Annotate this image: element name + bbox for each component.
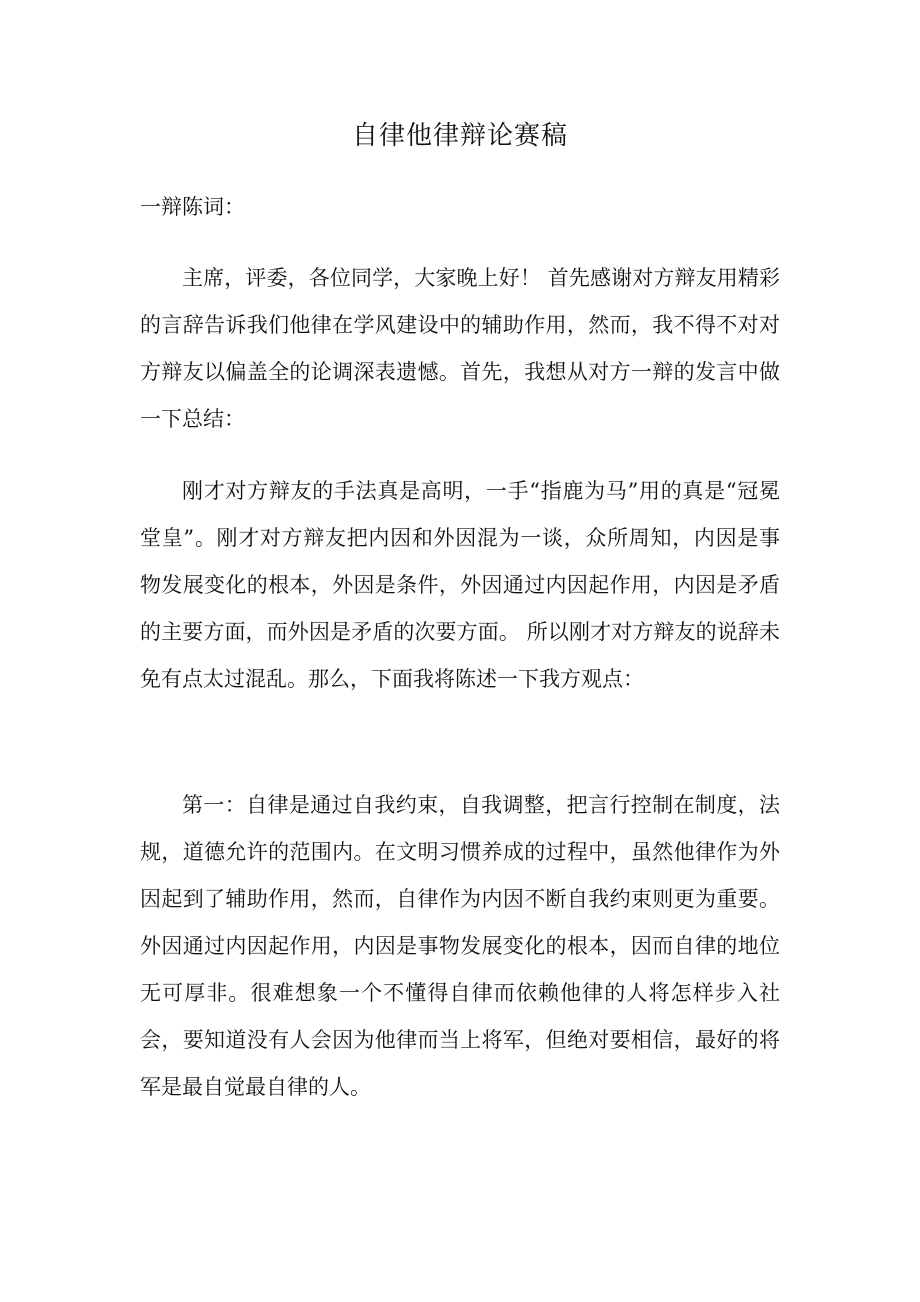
paragraph-opening: 主席，评委，各位同学，大家晚上好！ 首先感谢对方辩友用精彩的言辞告诉我们他律在学风建设中的辅助作用，然而，我不得不对对方辩友以偏盖全的论调深表遗憾。首先，我想从对方一辩的发言中做一下总结： xyxy=(140,266,780,431)
paragraph-rebuttal: 刚才对方辩友的手法真是高明，一手“指鹿为马”用的真是“冠冕堂皇”。刚才对方辩友把内因和外因混为一谈，众所周知，内因是事物发展变化的根本，外因是条件，外因通过内因起作用，内因是矛盾的主要方面，而外因是矛盾的次要方面。 所以刚才对方辩友的说辞未免有点太过混乱。那么，下面我将陈述一下我方观点： xyxy=(140,479,780,691)
document-title: 自律他律辩论赛稿 xyxy=(351,121,568,151)
speaker-heading: 一辩陈词： xyxy=(140,195,245,219)
paragraph-point-one: 第一：自律是通过自我约束，自我调整，把言行控制在制度，法规，道德允许的范围内。在文明习惯养成的过程中，虽然他律作为外因起到了辅助作用，然而，自律作为内因不断自我约束则更为重要。外因通过内因起作用，内因是事物发展变化的根本，因而自律的地位无可厚非。很难想象一个不懂得自律而依赖他律的人将怎样步入社会，要知道没有人会因为他律而当上将军，但绝对要相信，最好的将军是最自觉最自律的人。 xyxy=(140,793,780,1099)
